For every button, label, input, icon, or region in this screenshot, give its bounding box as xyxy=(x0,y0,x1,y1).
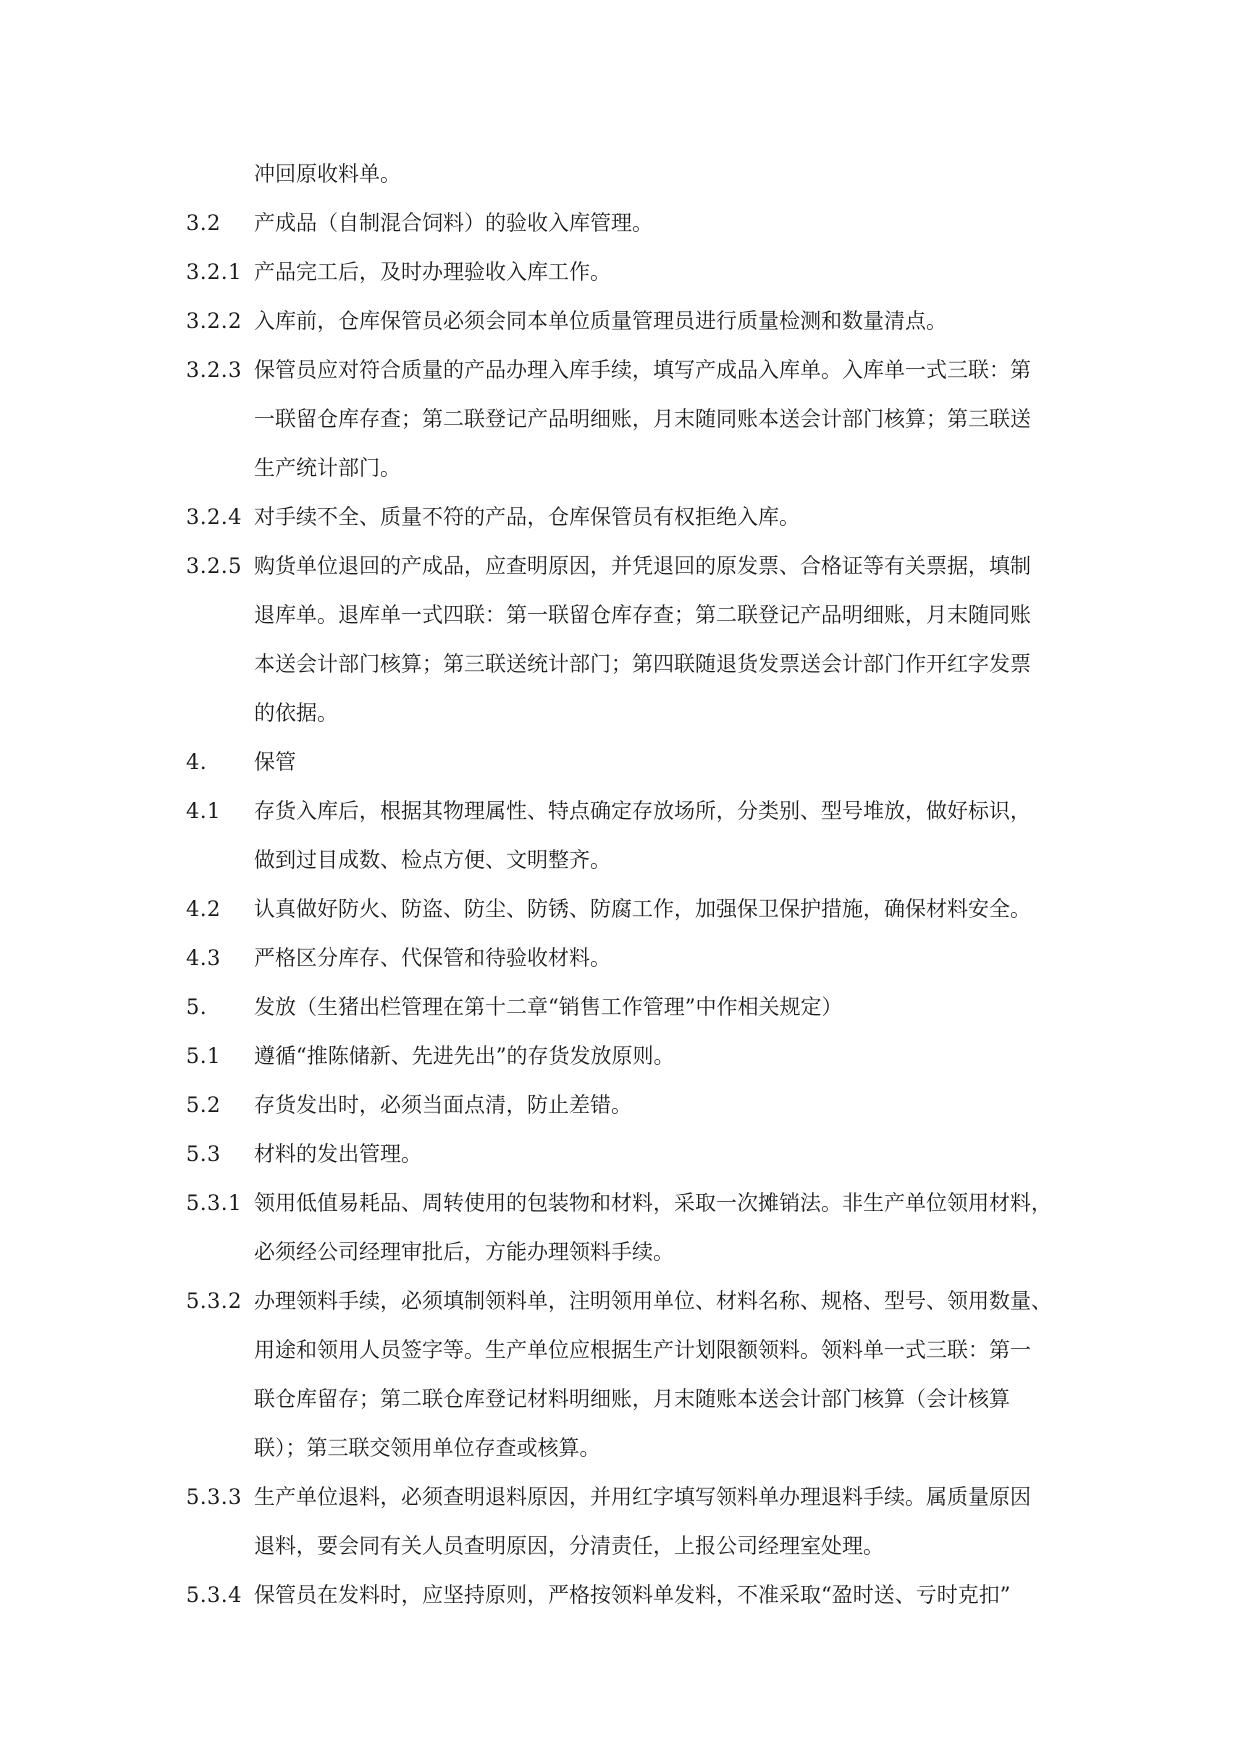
clause-item xyxy=(186,248,1056,297)
clause-number: 5.3.3 xyxy=(186,1485,242,1509)
text-line: 办理领料手续，必须填制领料单，注明领用单位、材料名称、规格、型号、领用数量、 xyxy=(254,1289,1052,1313)
clause-text xyxy=(254,1277,1056,1473)
clause-number: 5.3.2 xyxy=(186,1289,242,1313)
clause-item xyxy=(186,1130,1056,1179)
text-line: 联仓库留存；第二联仓库登记材料明细账，月末随账本送会计部门核算（会计核算 xyxy=(254,1387,1010,1411)
clause-text xyxy=(254,199,1056,248)
text-line: 用途和领用人员签字等。生产单位应根据生产计划限额领料。领料单一式三联：第一 xyxy=(254,1338,1031,1362)
clause-item xyxy=(186,297,1056,346)
clause-item xyxy=(186,1277,1056,1473)
clause-item xyxy=(186,1081,1056,1130)
clause-item xyxy=(186,493,1056,542)
text-line: 冲回原收料单。 xyxy=(254,162,401,186)
text-line: 生产统计部门。 xyxy=(254,456,401,480)
clause-number: 5. xyxy=(186,995,208,1019)
clause-number: 4. xyxy=(186,750,208,774)
clause-number: 4.3 xyxy=(186,946,221,970)
text-line: 对手续不全、质量不符的产品，仓库保管员有权拒绝入库。 xyxy=(254,505,800,529)
text-line: 产品完工后，及时办理验收入库工作。 xyxy=(254,260,611,284)
clause-text xyxy=(254,738,1056,787)
clause-text xyxy=(254,1032,1056,1081)
clause-text xyxy=(254,346,1056,493)
clause-item xyxy=(186,1032,1056,1081)
text-line: 联）；第三联交领用单位存查或核算。 xyxy=(254,1436,601,1460)
clause-text xyxy=(254,248,1056,297)
clause-text xyxy=(254,1179,1056,1277)
clause-number: 3.2 xyxy=(186,211,221,235)
text-line: 生产单位退料，必须查明退料原因，并用红字填写领料单办理退料手续。属质量原因 xyxy=(254,1485,1031,1509)
text-line: 产成品（自制混合饲料）的验收入库管理。 xyxy=(254,211,653,235)
text-line: 存货入库后，根据其物理属性、特点确定存放场所，分类别、型号堆放，做好标识， xyxy=(254,799,1031,823)
text-line: 保管员应对符合质量的产品办理入库手续，填写产成品入库单。入库单一式三联：第 xyxy=(254,358,1031,382)
clause-number: 5.3.4 xyxy=(186,1583,242,1607)
text-line: 一联留仓库存查；第二联登记产品明细账，月末随同账本送会计部门核算；第三联送 xyxy=(254,407,1031,431)
clause-text xyxy=(254,787,1056,885)
clause-item xyxy=(186,885,1056,934)
clause-number: 4.1 xyxy=(186,799,221,823)
text-line: 退料，要会同有关人员查明原因，分清责任，上报公司经理室处理。 xyxy=(254,1534,884,1558)
clause-item xyxy=(186,934,1056,983)
clause-text xyxy=(254,1571,1056,1620)
clause-item xyxy=(186,150,1056,199)
clause-item xyxy=(186,1179,1056,1277)
document-body xyxy=(186,150,1056,1620)
text-line: 入库前，仓库保管员必须会同本单位质量管理员进行质量检测和数量清点。 xyxy=(254,309,947,333)
text-line: 材料的发出管理。 xyxy=(254,1142,422,1166)
clause-item xyxy=(186,787,1056,885)
clause-item xyxy=(186,346,1056,493)
clause-text xyxy=(254,542,1056,738)
clause-number: 3.2.1 xyxy=(186,260,242,284)
clause-text xyxy=(254,1081,1056,1130)
text-line: 认真做好防火、防盗、防尘、防锈、防腐工作，加强保卫保护措施，确保材料安全。 xyxy=(254,897,1031,921)
clause-text xyxy=(254,934,1056,983)
text-line: 的依据。 xyxy=(254,701,338,725)
text-line: 必须经公司经理审批后，方能办理领料手续。 xyxy=(254,1240,674,1264)
clause-text xyxy=(254,493,1056,542)
clause-item xyxy=(186,1473,1056,1571)
text-line: 保管员在发料时，应坚持原则，严格按领料单发料，不准采取“盈时送、亏时克扣” xyxy=(254,1583,1011,1607)
clause-number: 3.2.3 xyxy=(186,358,242,382)
clause-item xyxy=(186,983,1056,1032)
clause-number: 5.3.1 xyxy=(186,1191,242,1215)
text-line: 存货发出时，必须当面点清，防止差错。 xyxy=(254,1093,632,1117)
clause-item xyxy=(186,738,1056,787)
clause-text xyxy=(254,983,1056,1032)
clause-number: 5.1 xyxy=(186,1044,221,1068)
text-line: 发放（生猪出栏管理在第十二章“销售工作管理”中作相关规定） xyxy=(254,995,843,1019)
text-line: 退库单。退库单一式四联：第一联留仓库存查；第二联登记产品明细账，月末随同账 xyxy=(254,603,1031,627)
clause-text xyxy=(254,150,1056,199)
clause-item xyxy=(186,199,1056,248)
clause-item xyxy=(186,542,1056,738)
clause-text xyxy=(254,885,1056,934)
text-line: 保管 xyxy=(254,750,296,774)
text-line: 严格区分库存、代保管和待验收材料。 xyxy=(254,946,611,970)
clause-number: 5.2 xyxy=(186,1093,221,1117)
text-line: 购货单位退回的产成品，应查明原因，并凭退回的原发票、合格证等有关票据，填制 xyxy=(254,554,1031,578)
text-line: 做到过目成数、检点方便、文明整齐。 xyxy=(254,848,611,872)
clause-number: 4.2 xyxy=(186,897,221,921)
text-line: 遵循“推陈储新、先进先出”的存货发放原则。 xyxy=(254,1044,675,1068)
clause-item xyxy=(186,1571,1056,1620)
text-line: 领用低值易耗品、周转使用的包装物和材料，采取一次摊销法。非生产单位领用材料， xyxy=(254,1191,1052,1215)
clause-number: 5.3 xyxy=(186,1142,221,1166)
clause-number: 3.2.5 xyxy=(186,554,242,578)
clause-number: 3.2.2 xyxy=(186,309,242,333)
clause-number: 3.2.4 xyxy=(186,505,242,529)
clause-text xyxy=(254,297,1056,346)
text-line: 本送会计部门核算；第三联送统计部门；第四联随退货发票送会计部门作开红字发票 xyxy=(254,652,1031,676)
clause-text xyxy=(254,1130,1056,1179)
clause-text xyxy=(254,1473,1056,1571)
